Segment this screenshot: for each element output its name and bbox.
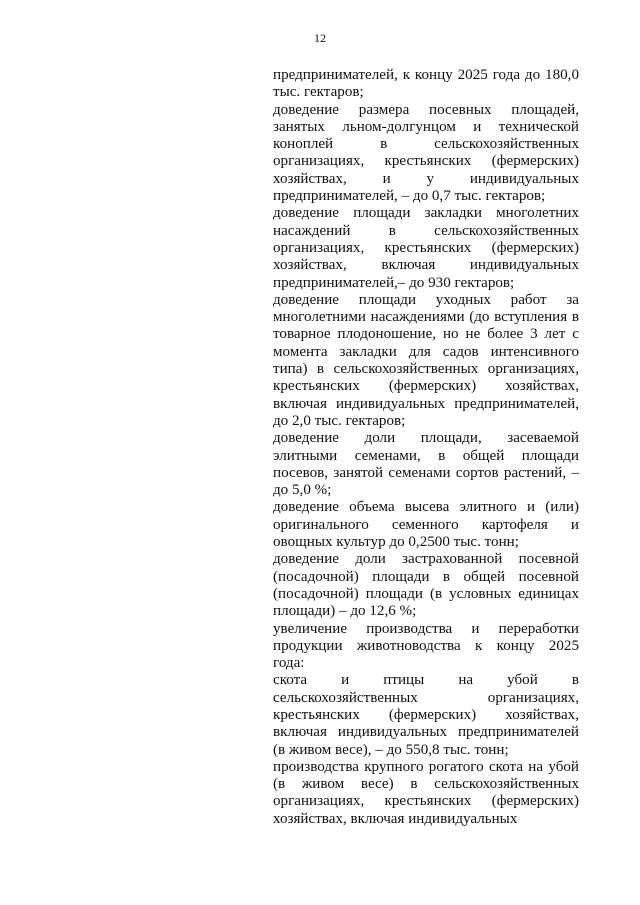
page-number: 12 — [314, 31, 326, 45]
text-line: предпринимателей, – до 0,7 тыс. гектаров; — [273, 188, 546, 205]
text-line: продукции животноводства к концу 2025 — [273, 637, 579, 654]
text-column — [273, 67, 579, 828]
text-line: крестьянских (фермерских) хозяйствах, — [273, 706, 579, 723]
text-line: увеличение производства и переработки — [273, 620, 579, 637]
text-line: товарное плодоношение, но не более 3 лет с — [273, 326, 579, 343]
paragraph — [273, 292, 579, 430]
text-line: овощных культур до 0,2500 тыс. тонн; — [273, 534, 519, 551]
text-line: организациях, крестьянских (фермерских) — [273, 153, 579, 170]
text-line: (посадочной) площади (в условных единицах — [273, 585, 579, 602]
text-line: хозяйствах, и у индивидуальных — [273, 170, 579, 187]
paragraph — [273, 621, 579, 673]
text-line: посевов, занятой семенами сортов растений, – — [273, 464, 579, 481]
paragraph — [273, 551, 579, 620]
text-line: крестьянских (фермерских) хозяйствах, — [273, 378, 579, 395]
text-line: доведение доли застрахованной посевной — [273, 551, 579, 568]
text-line: года: — [273, 655, 305, 672]
text-line: организациях, крестьянских (фермерских) — [273, 793, 579, 810]
text-line: доведение площади закладки многолетних — [273, 205, 579, 222]
text-line: тыс. гектаров; — [273, 84, 364, 101]
text-line: площади) – до 12,6 %; — [273, 603, 417, 620]
text-line: многолетними насаждениями (до вступления в — [273, 309, 579, 326]
text-line: момента закладки для садов интенсивного — [273, 343, 579, 360]
text-line: занятых льном-долгунцом и технической — [273, 118, 579, 135]
text-line: элитными семенами, в общей площади — [273, 447, 579, 464]
text-line: включая индивидуальных предпринимателей, — [273, 395, 579, 412]
paragraph — [273, 672, 579, 758]
text-line: до 5,0 %; — [273, 482, 332, 499]
paragraph — [273, 67, 579, 102]
paragraph — [273, 205, 579, 291]
text-line: доведение объема высева элитного и (или) — [273, 499, 579, 516]
text-line: сельскохозяйственных организациях, — [273, 689, 579, 706]
text-line: хозяйствах, включая индивидуальных — [273, 810, 518, 827]
text-line: скота и птицы на убой в — [273, 672, 579, 689]
paragraph — [273, 499, 579, 551]
text-line: доведение размера посевных площадей, — [273, 101, 579, 118]
text-line: производства крупного рогатого скота на убой — [273, 758, 579, 775]
text-line: (в живом весе), – до 550,8 тыс. тонн; — [273, 741, 509, 758]
text-line: (посадочной) площади в общей посевной — [273, 568, 579, 585]
text-line: до 2,0 тыс. гектаров; — [273, 412, 406, 429]
text-line: включая индивидуальных предпринимателей — [273, 724, 579, 741]
paragraph — [273, 759, 579, 828]
paragraph — [273, 102, 579, 206]
text-line: типа) в сельскохозяйственных организациях, — [273, 361, 579, 378]
text-line: предпринимателей,– до 930 гектаров; — [273, 274, 515, 291]
text-line: коноплей в сельскохозяйственных — [273, 136, 579, 153]
text-line: оригинального семенного картофеля и — [273, 516, 579, 533]
text-line: (в живом весе) в сельскохозяйственных — [273, 776, 579, 793]
text-line: организациях, крестьянских (фермерских) — [273, 239, 579, 256]
text-line: предпринимателей, к концу 2025 года до 180,0 — [273, 67, 579, 83]
text-line: доведение доли площади, засеваемой — [273, 430, 579, 447]
paragraph — [273, 430, 579, 499]
text-line: доведение площади уходных работ за — [273, 291, 579, 308]
text-line: насаждений в сельскохозяйственных — [273, 222, 579, 239]
text-line: хозяйствах, включая индивидуальных — [273, 257, 579, 274]
